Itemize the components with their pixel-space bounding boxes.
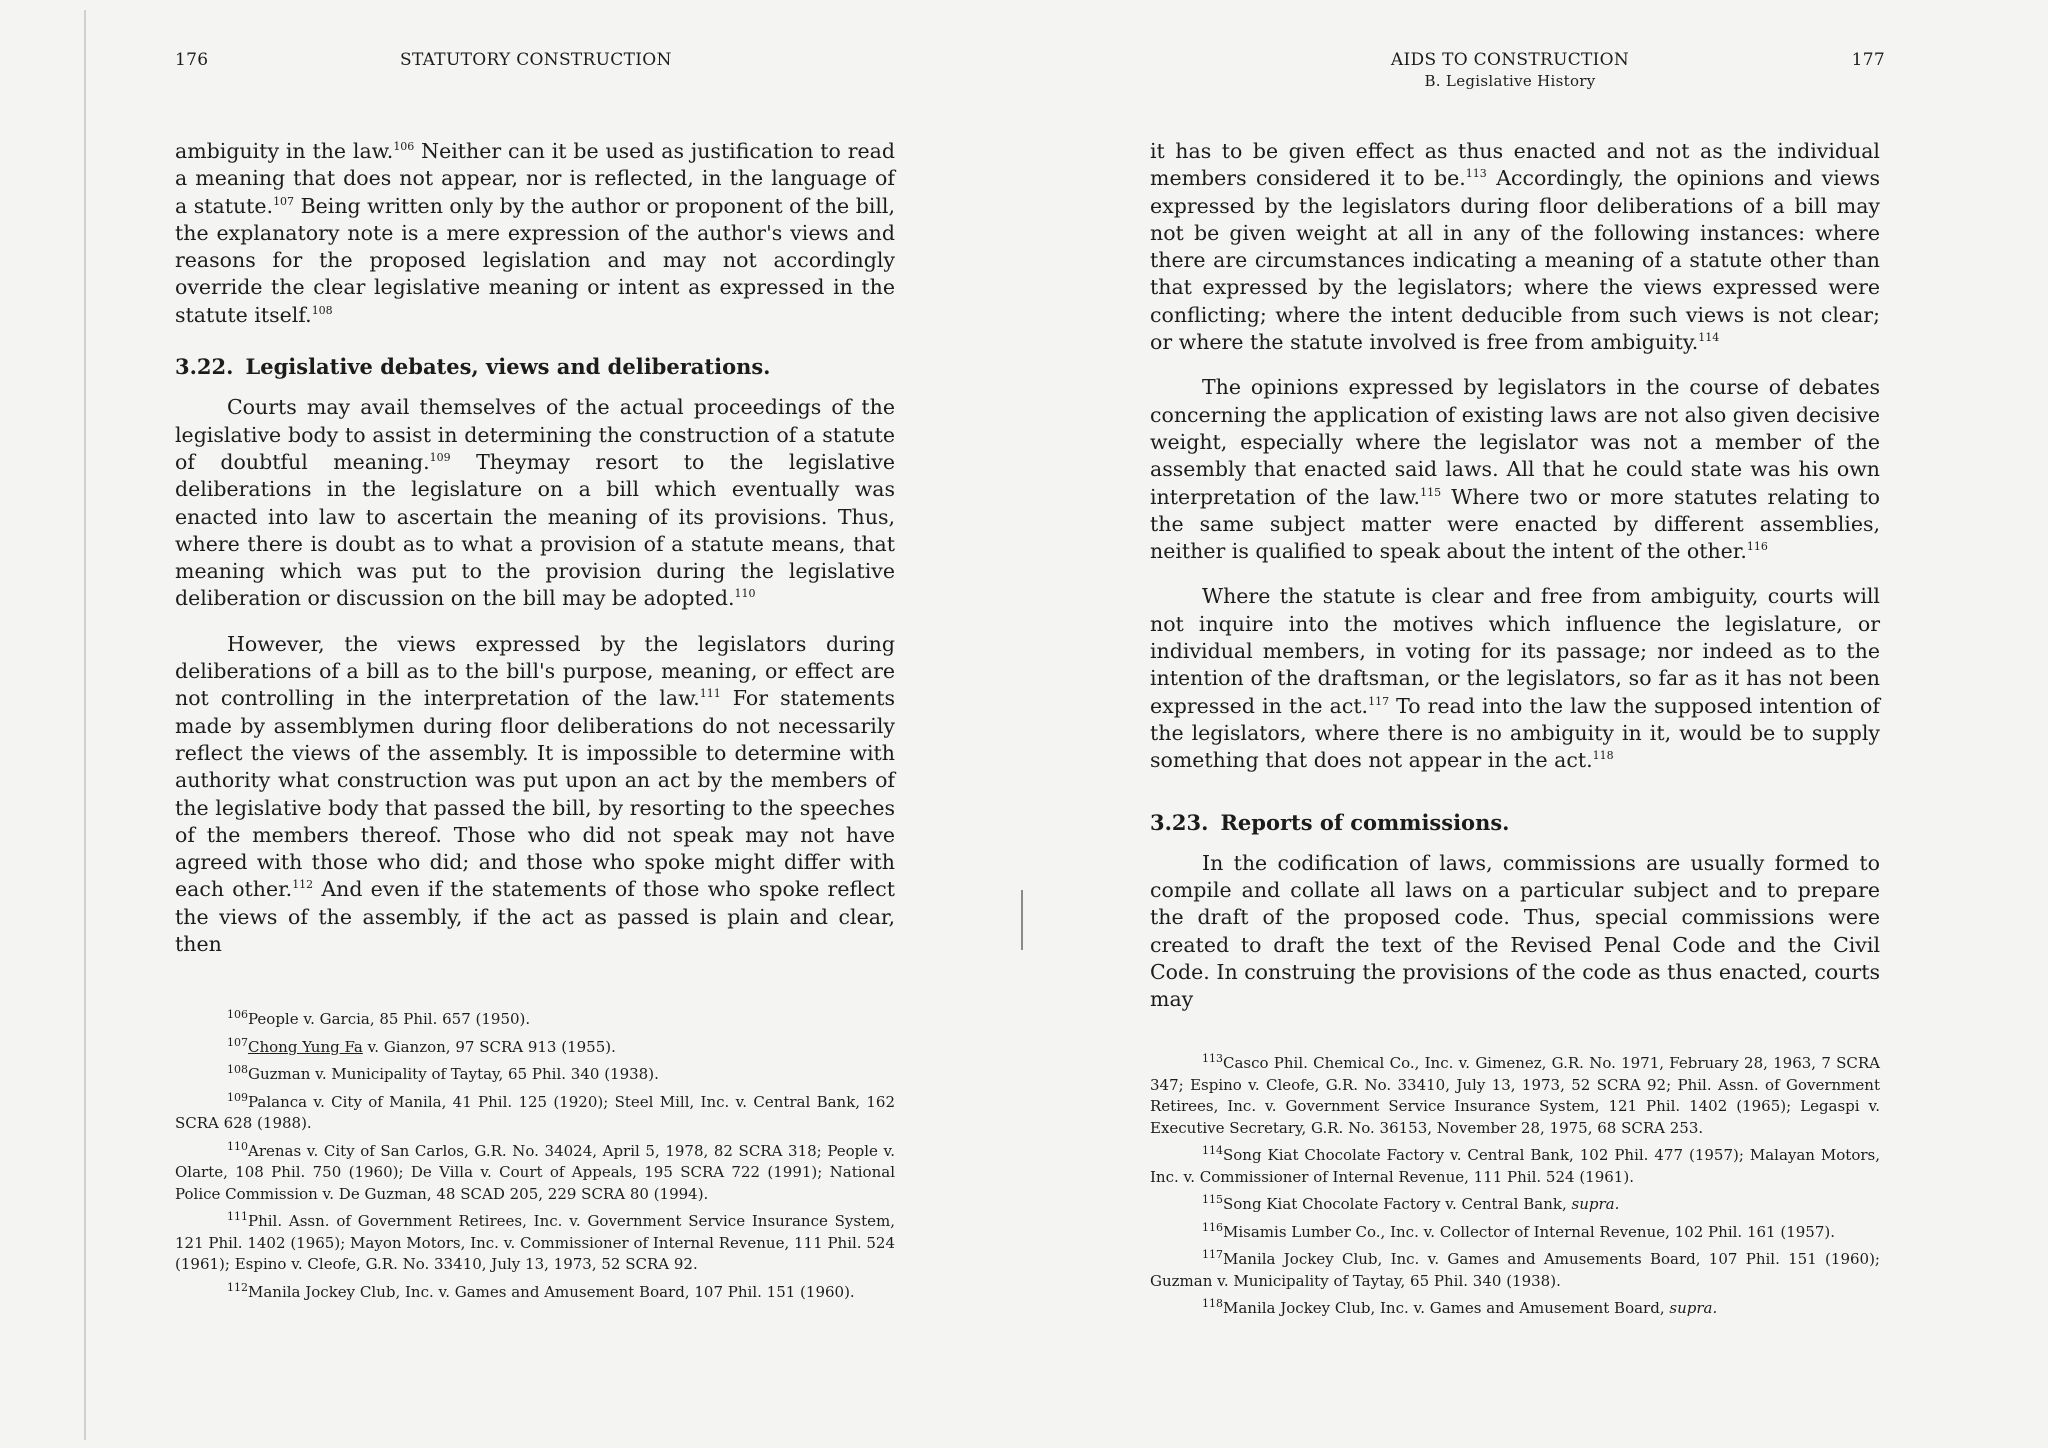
- footnote-ref: 109: [429, 451, 451, 465]
- footnote-mark: 109: [227, 1090, 248, 1104]
- footnote: [175, 1087, 895, 1135]
- text-run: In the codification of laws, commissions are usually formed to compile and collate all laws on a particular subject and to prepare the draft of the proposed code. Thus, special commissions were created to draft the text of the Revised Penal Code and the Civil Code. In construing the provisions of the code as thus enacted, courts may: [1150, 850, 1880, 1012]
- text-run: Where two or more statutes relating to the same subject matter were enacted by different assemblies, neither is qualified to speak about the intent of the other.: [1150, 484, 1880, 564]
- text-run: Accordingly, the opinions and views expressed by the legislators during floor deliberations of a bill may not be given weight at all in any of the following instances: where there are circumstances indicating a meaning of a statute other than that expressed by the legislators; where the views expressed were conflicting; where the intent deducible from such views is not clear; or where the statute involved is free from ambiguity.: [1150, 166, 1880, 355]
- main-text: [175, 138, 895, 958]
- footnote-mark: 111: [227, 1210, 248, 1223]
- footnote: [1150, 1140, 1880, 1188]
- footnote-mark: 117: [1202, 1248, 1223, 1261]
- footnote: [1150, 1244, 1880, 1292]
- page-number: 177: [1851, 50, 1885, 70]
- running-title: STATUTORY CONSTRUCTION: [400, 50, 672, 70]
- footnote-mark: 106: [227, 1008, 248, 1021]
- footnote-text: Phil. Assn. of Government Retirees, Inc. v. Government Service Insurance System, 121 Phil. 1402 (1965); Mayon Motors, Inc. v. Commissioner of Internal Revenue, 111 Phil. 524 (1961); Espino v. Cleofe, G.R. No. 33410, July 13, 1973, 52 SCRA 92.: [175, 1212, 895, 1273]
- footnote-mark: 112: [227, 1280, 248, 1294]
- footnote-ref: 110: [734, 587, 756, 601]
- footnote-ref: 118: [1592, 749, 1614, 763]
- left-page: [155, 0, 915, 1448]
- section-title: Reports of commissions.: [1220, 809, 1510, 835]
- footnote-text: v. Gianzon, 97 SCRA 913 (1955).: [362, 1037, 616, 1056]
- text-run: ambiguity in the law.: [175, 139, 394, 163]
- footnotes: [175, 1004, 895, 1304]
- right-page: [1150, 0, 1910, 1448]
- gutter-mark: [1021, 890, 1023, 950]
- footnotes: [1150, 1048, 1880, 1321]
- footnote: [1150, 1189, 1880, 1216]
- footnote-mark: 113: [1202, 1052, 1223, 1065]
- footnote-text: Manila Jockey Club, Inc. v. Games and Amusement Board, 107 Phil. 151 (1960).: [248, 1282, 855, 1301]
- running-title: AIDS TO CONSTRUCTION: [1390, 50, 1630, 70]
- footnote-ref: 113: [1465, 167, 1487, 181]
- section-number: 3.22.: [175, 354, 234, 380]
- paragraph: [175, 394, 895, 612]
- footnote: [175, 1059, 895, 1086]
- footnote-text: Palanca v. City of Manila, 41 Phil. 125 (1920); Steel Mill, Inc. v. Central Bank, 162 SCRA 628 (1988).: [175, 1092, 895, 1132]
- footnote: [1150, 1293, 1880, 1320]
- footnote-text: Manila Jockey Club, Inc. v. Games and Amusement Board,: [1223, 1299, 1670, 1317]
- footnote-ref: 116: [1746, 540, 1768, 554]
- footnote-text: Song Kiat Chocolate Factory v. Central Bank, 102 Phil. 477 (1957); Malayan Motors, Inc. v. Commissioner of Internal Revenue, 111 Phil. 524 (1961).: [1150, 1146, 1880, 1186]
- text-run: it has to be given effect as thus enacted and not as the individual members considered it to be.: [1150, 139, 1880, 191]
- footnote-ref: 106: [393, 140, 415, 154]
- footnote-ref: 115: [1420, 485, 1442, 499]
- footnote-text: supra.: [1571, 1195, 1620, 1213]
- section-heading: [1150, 809, 1880, 836]
- footnote: [1150, 1217, 1880, 1244]
- footnote-ref: 108: [311, 303, 333, 317]
- footnote: [175, 1004, 895, 1031]
- section-title: Legislative debates, views and deliberations.: [245, 354, 771, 380]
- paragraph: [175, 138, 895, 329]
- footnote-ref: 117: [1368, 694, 1390, 708]
- text-run: Being written only by the author or proponent of the bill, the explanatory note is a mere expression of the author's views and reasons for the proposed legislation and may not accordingly override the clear legislative meaning or intent as expressed in the statute itself.: [175, 193, 896, 327]
- text-run: Theymay resort to the legislative deliberations in the legislature on a bill which eventually was enacted into law to ascertain the meaning of its provisions. Thus, where there is doubt as to what a provision of a statute means, that meaning which was put to the provision during the legislative deliberation or discussion on the bill may be adopted.: [175, 449, 896, 611]
- running-subtitle: B. Legislative History: [1424, 72, 1596, 90]
- footnote: [175, 1032, 895, 1059]
- footnote-text: Chong Yung Fa: [248, 1037, 363, 1056]
- page-edge-shadow: [84, 10, 86, 1440]
- page-number: 176: [175, 50, 209, 70]
- section-number: 3.23.: [1150, 809, 1209, 835]
- text-run: However, the views expressed by the legislators during deliberations of a bill as to the bill's purpose, meaning, or effect are not controlling in the interpretation of the law.: [175, 631, 895, 711]
- footnote-text: Manila Jockey Club, Inc. v. Games and Amusements Board, 107 Phil. 151 (1960); Guzman v. Municipality of Taytay, 65 Phil. 340 (1938).: [1150, 1250, 1880, 1290]
- footnote-ref: 112: [292, 878, 314, 892]
- text-run: And even if the statements of those who spoke reflect the views of the assembly, if the act as passed is plain and clear, then: [175, 877, 895, 957]
- footnote-text: Misamis Lumber Co., Inc. v. Collector of Internal Revenue, 102 Phil. 161 (1957).: [1223, 1222, 1835, 1241]
- main-text: [1150, 138, 1880, 1014]
- footnote-mark: 107: [227, 1035, 248, 1049]
- footnote: [175, 1277, 895, 1304]
- text-run: The opinions expressed by legislators in the course of debates concerning the application of existing laws are not also given decisive weight, especially where the legislator was not a member of the assembly that enacted said laws. All that he could state was his own interpretation of the law.: [1150, 375, 1880, 509]
- footnote: [175, 1136, 895, 1206]
- footnote-text: Song Kiat Chocolate Factory v. Central Bank,: [1223, 1195, 1572, 1213]
- footnote: [1150, 1048, 1880, 1139]
- text-run: Neither can it be used as justification to read a meaning that does not appear, nor is reflected, in the language of a statute.: [175, 139, 895, 218]
- running-title-block: [1390, 50, 1630, 90]
- footnote-mark: 108: [227, 1063, 248, 1076]
- paragraph: [175, 631, 895, 959]
- footnote-mark: 116: [1202, 1220, 1223, 1234]
- footnote-text: supra.: [1669, 1299, 1718, 1317]
- section-heading: [175, 353, 895, 380]
- footnote-mark: 115: [1202, 1193, 1223, 1206]
- text-run: For statements made by assemblymen during floor deliberations do not necessarily reflect the views of the assembly. It is impossible to determine with authority what construction was put upon an act by the members of the legislative body that passed the bill, by resorting to the speeches of the members thereof. Those who did not speak may not have agreed with those who did; and those who spoke might differ with each other.: [175, 686, 895, 902]
- paragraph: [1150, 850, 1880, 1014]
- text-run: To read into the law the supposed intention of the legislators, where there is no ambiguity in it, would be to supply something that does not appear in the act.: [1150, 693, 1880, 773]
- text-run: Courts may avail themselves of the actual proceedings of the legislative body to assist in determining the construction of a statute of doubtful meaning.: [175, 395, 895, 474]
- footnote-mark: 110: [227, 1139, 248, 1153]
- footnote-text: Arenas v. City of San Carlos, G.R. No. 34024, April 5, 1978, 82 SCRA 318; People v. Olarte, 108 Phil. 750 (1960); De Villa v. Court of Appeals, 195 SCRA 722 (1991); National Police Commission v. De Guzman, 48 SCAD 205, 229 SCRA 80 (1994).: [175, 1141, 895, 1203]
- paragraph: [1150, 374, 1880, 565]
- footnote-text: Guzman v. Municipality of Taytay, 65 Phil. 340 (1938).: [248, 1065, 659, 1083]
- text-run: Where the statute is clear and free from ambiguity, courts will not inquire into the motives which influence the legislature, or individual members, in voting for its passage; nor indeed as to the intention of the draftsman, or the legislators, so far as it has not been expressed in the act.: [1150, 584, 1880, 718]
- footnote-mark: 114: [1202, 1144, 1223, 1157]
- footnote-text: Casco Phil. Chemical Co., Inc. v. Gimenez, G.R. No. 1971, February 28, 1963, 7 SCRA 347; Espino v. Cleofe, G.R. No. 33410, July 13, 1973, 52 SCRA 92; Phil. Assn. of Government Retirees, Inc. v. Government Service Insurance System, 121 Phil. 1402 (1965); Legaspi v. Executive Secretary, G.R. No. 36153, November 28, 1975, 68 SCRA 253.: [1150, 1054, 1880, 1137]
- footnote-text: People v. Garcia, 85 Phil. 657 (1950).: [248, 1010, 531, 1028]
- footnote-ref: 107: [273, 194, 295, 208]
- footnote-ref: 111: [699, 687, 721, 701]
- footnote: [175, 1206, 895, 1276]
- footnote-ref: 114: [1698, 331, 1720, 345]
- footnote-mark: 118: [1202, 1297, 1223, 1310]
- paragraph: [1150, 583, 1880, 774]
- paragraph: [1150, 138, 1880, 356]
